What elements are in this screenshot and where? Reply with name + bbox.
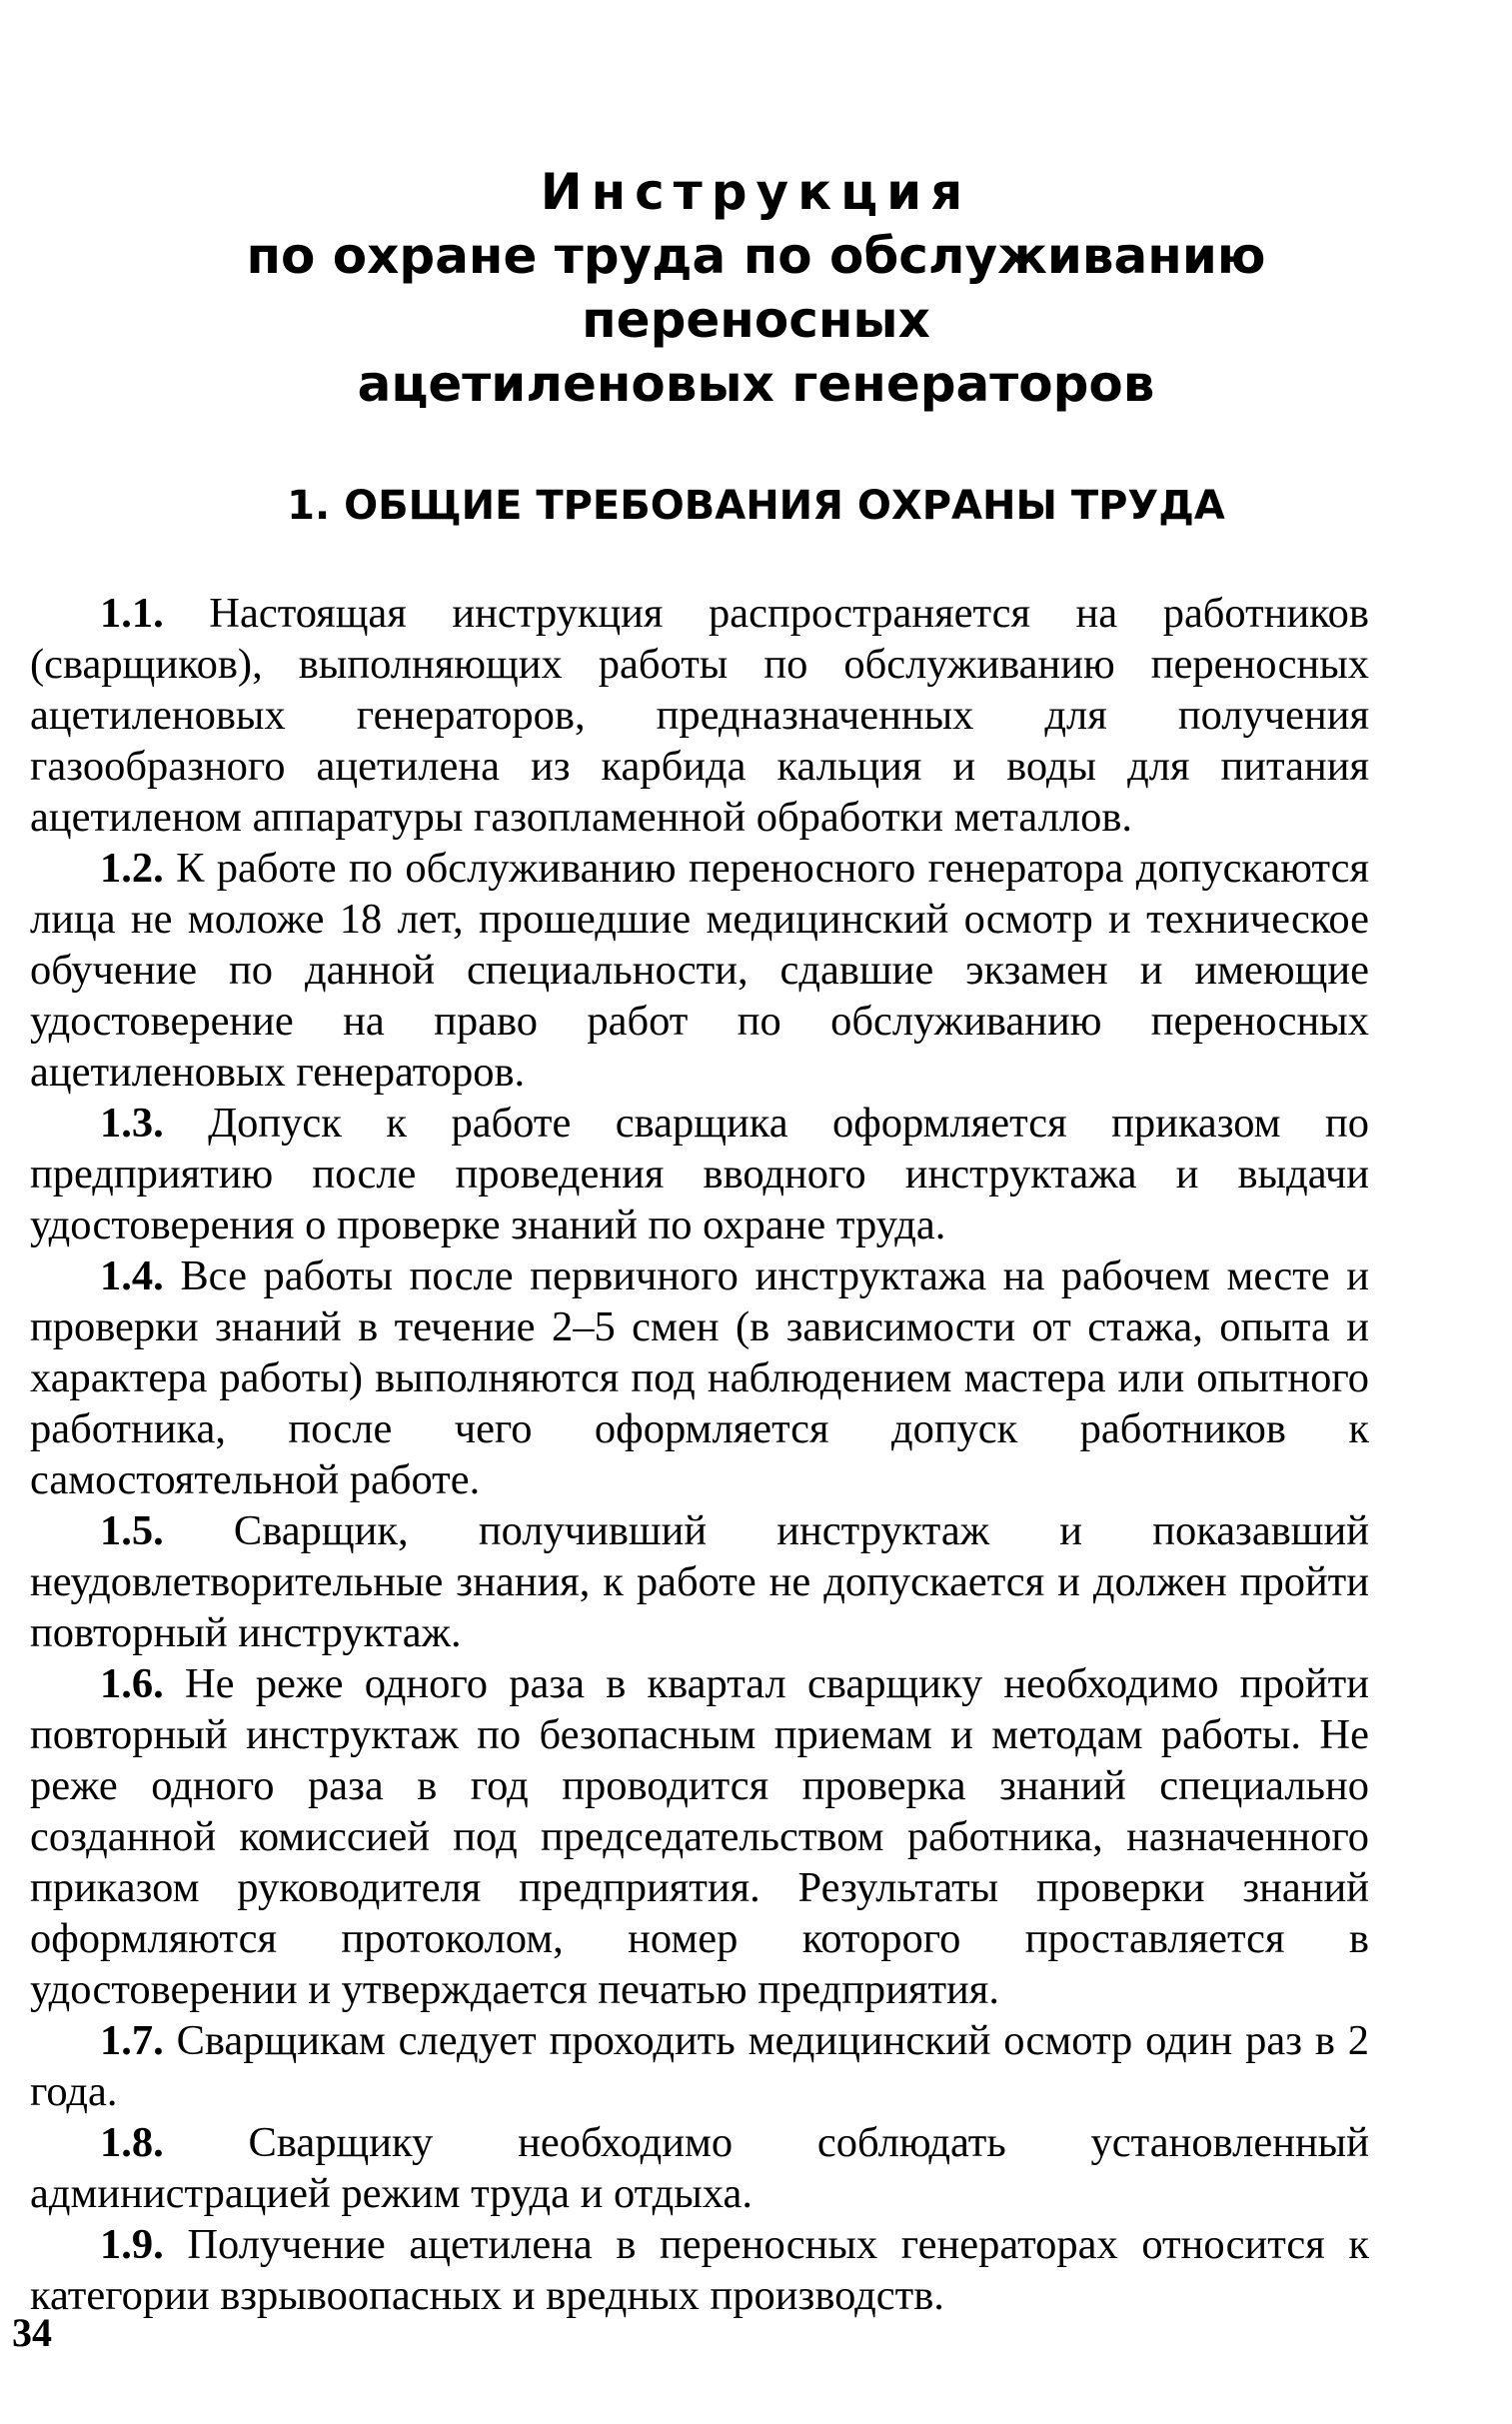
paragraph-number: 1.3.: [100, 1100, 164, 1147]
paragraph-text: Все работы после первичного инструктажа на рабочем месте и проверки знаний в течение 2–5 смен (в зависимости от стажа, опыта и характера работы) выполняются под наблюдением мастера или опытного работника, после чего оформляется допуск работников к самостоятельной работе.: [30, 1252, 1369, 1503]
section-heading: 1. ОБЩИЕ ТРЕБОВАНИЯ ОХРАНЫ ТРУДА: [287, 483, 1225, 529]
paragraph-text: Получение ацетилена в переносных генераторах относится к категории взрывоопасных и вредных производств.: [30, 2221, 1369, 2319]
paragraph-1-3: [30, 1098, 1369, 1250]
document-title: [0, 160, 1512, 416]
paragraph-number: 1.5.: [100, 1507, 164, 1554]
title-line-1: Инструкция: [540, 163, 972, 221]
paragraph-1-7: [30, 2015, 1369, 2117]
paragraph-text: Настоящая инструкция распространяется на работников (сварщиков), выполняющих работы по обслуживанию переносных ацетиленовых генераторов, предназначенных для получения газообразного ацетилена из карбида кальция и воды для питания ацетиленом аппаратуры газопламенной обработки металлов.: [30, 590, 1369, 841]
paragraph-text: Сварщик, получивший инструктаж и показавший неудовлетворительные знания, к работе не допускается и должен пройти повторный инструктаж.: [30, 1507, 1369, 1656]
paragraph-1-6: [30, 1658, 1369, 2015]
title-line-3: переносных: [582, 291, 930, 349]
document-body: [30, 588, 1369, 2321]
paragraph-number: 1.8.: [100, 2119, 164, 2166]
paragraph-1-4: [30, 1250, 1369, 1505]
paragraph-number: 1.7.: [100, 2017, 164, 2064]
paragraph-number: 1.9.: [100, 2221, 164, 2268]
paragraph-text: Сварщикам следует проходить медицинский осмотр один раз в 2 года.: [30, 2017, 1369, 2115]
paragraph-text: Сварщику необходимо соблюдать установленный администрацией режим труда и отдыха.: [30, 2119, 1369, 2217]
paragraph-number: 1.2.: [100, 845, 164, 892]
title-line-4: ацетиленовых генераторов: [357, 355, 1155, 413]
paragraph-text: К работе по обслуживанию переносного генератора допускаются лица не моложе 18 лет, прошедшие медицинский осмотр и техническое обучение по данной специальности, сдавшие экзамен и имеющие удостоверение на право работ по обслуживанию переносных ацетиленовых генераторов.: [30, 845, 1369, 1096]
paragraph-1-2: [30, 843, 1369, 1098]
paragraph-1-9: [30, 2219, 1369, 2321]
title-line-2: по охране труда по обслуживанию: [246, 227, 1266, 285]
paragraph-text: Допуск к работе сварщика оформляется приказом по предприятию после проведения вводного инструктажа и выдачи удостоверения о проверке знаний по охране труда.: [30, 1100, 1369, 1248]
paragraph-text: Не реже одного раза в квартал сварщику необходимо пройти повторный инструктаж по безопасным приемам и методам работы. Не реже одного раза в год проводится проверка знаний специально созданной комиссией под председательством работника, назначенного приказом руководителя предприятия. Результаты проверки знаний оформляются протоколом, номер которого проставляется в удостоверении и утверждается печатью предприятия.: [30, 1660, 1369, 2013]
paragraph-1-8: [30, 2117, 1369, 2219]
paragraph-number: 1.6.: [100, 1660, 164, 1707]
paragraph-1-1: [30, 588, 1369, 843]
paragraph-number: 1.1.: [100, 590, 164, 637]
paragraph-number: 1.4.: [100, 1252, 164, 1299]
page-number: 34: [12, 2310, 52, 2355]
paragraph-1-5: [30, 1505, 1369, 1658]
